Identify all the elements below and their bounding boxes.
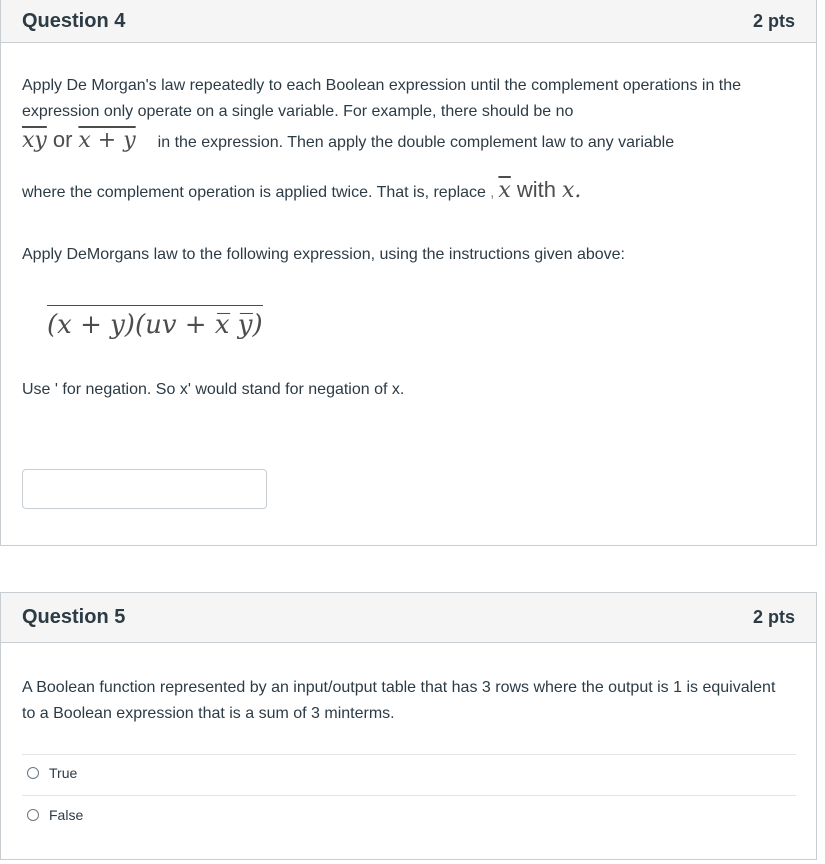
option-true-label: True <box>49 765 78 781</box>
boolean-expression: (x + y)(uv + x̅ y̅) <box>47 305 263 340</box>
apply-instruction: Apply DeMorgans law to the following expression, using the instructions given above: <box>22 246 625 263</box>
replace-text: where the complement operation is applied twice. That is, replace <box>22 184 486 201</box>
replacement-x: x. <box>561 178 582 203</box>
question-4-header <box>1 0 816 43</box>
question-5-title: Question 5 <box>22 606 126 628</box>
question-4-title: Question 4 <box>22 10 126 32</box>
example-or: or <box>52 127 73 152</box>
question-5-points: 2 pts <box>752 607 795 627</box>
question-5-card <box>0 592 817 860</box>
double-complement-x: $\overline{x}$ <box>498 178 511 203</box>
option-false-label: False <box>49 807 84 823</box>
radio-true[interactable] <box>27 767 39 779</box>
question-4-points: 2 pts <box>752 11 795 31</box>
option-false[interactable] <box>27 807 83 823</box>
question-5-statement: A Boolean function represented by an input/output table that has 3 rows where the output is 1 is equivalent to a Boolean expression that is a sum of 3 minterms. <box>22 679 776 722</box>
negation-note: Use ' for negation. So x' would stand for negation of x. <box>22 381 405 398</box>
question-4-intro: Apply De Morgan's law repeatedly to each Boolean expression until the complement operations in the expression only operate on a single variable. For example, there should be no <box>22 77 742 120</box>
example-expr-x-plus-y: x + y <box>78 128 136 153</box>
replace-with: with <box>516 177 556 202</box>
example-expr-xy: $\overline{xy}$ <box>22 128 47 153</box>
answer-input[interactable] <box>22 469 267 509</box>
radio-false[interactable] <box>27 809 39 821</box>
example-expressions <box>22 127 674 153</box>
option-divider <box>22 795 796 796</box>
replace-line: where the complement operation is applied twice. That is, replace , $\overline{x}$ with x. <box>22 177 582 203</box>
example-tail: in the expression. Then apply the double complement law to any variable <box>157 134 675 151</box>
option-true[interactable] <box>27 765 77 781</box>
question-5-header <box>1 593 816 643</box>
option-divider <box>22 754 796 755</box>
